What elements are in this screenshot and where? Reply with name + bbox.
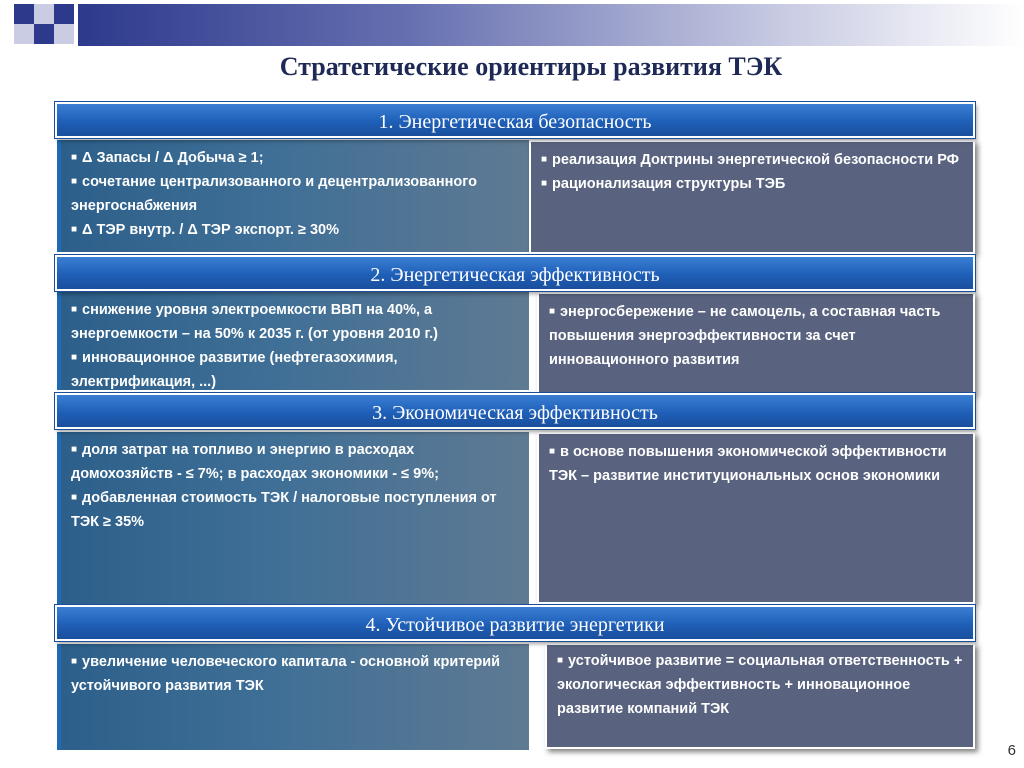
section-2-left-box: [57, 292, 529, 390]
slide-title: Стратегические ориентиры развития ТЭК: [279, 52, 783, 81]
section-header-sustainable-development: 4. Устойчивое развитие энергетики: [55, 605, 975, 641]
section-header-security: 1. Энергетическая безопасность: [55, 102, 975, 138]
page-number: 6: [1007, 742, 1016, 759]
header-gradient-band: [78, 4, 1024, 46]
list-item: ■ Δ ТЭР внутр. / Δ ТЭР экспорт. ≥ 30%: [71, 222, 339, 238]
section-header-economic-efficiency: 3. Экономическая эффективность: [55, 393, 975, 429]
list-item: ■ сочетание централизованного и децентрализованного энергоснабжения: [71, 174, 477, 214]
section-1-left-box: [57, 140, 529, 252]
section-4-left-box: [57, 644, 529, 750]
list-item: ■ увеличение человеческого капитала - основной критерий устойчивого развития ТЭК: [71, 654, 501, 694]
list-item: ■ Δ Запасы / Δ Добыча ≥ 1;: [71, 150, 264, 166]
list-item: ■ в основе повышения экономической эффективности ТЭК – развитие институциональных основ экономики: [549, 444, 947, 484]
section-4-right-box: [545, 643, 975, 749]
list-item: ■ снижение уровня электроемкости ВВП на 40%, а энергоемкости – на 50% к 2035 г. (от уровня 2010 г.): [71, 302, 438, 342]
section-1-right-box: [529, 140, 975, 254]
list-item: ■ энергосбережение – не самоцель, а составная часть повышения энергоэффективности за счет инновационного развития: [549, 304, 941, 368]
decor-square: [34, 4, 54, 24]
decor-square: [54, 24, 74, 44]
section-2-right-box: [537, 292, 975, 394]
section-3-left-box: [57, 432, 529, 604]
list-item: ■ реализация Доктрины энергетической безопасности РФ: [541, 152, 960, 168]
decor-square: [14, 4, 34, 24]
decor-square: [54, 4, 74, 24]
decor-square: [34, 24, 54, 44]
list-item: ■ рационализация структуры ТЭБ: [541, 176, 786, 192]
list-item: ■ доля затрат на топливо и энергию в расходах домохозяйств - ≤ 7%; в расходах экономики - ≤ 9%;: [71, 442, 439, 482]
list-item: ■ инновационное развитие (нефтегазохимия, электрификация, ...): [71, 350, 398, 390]
list-item: ■ устойчивое развитие = социальная ответственность + экологическая эффективность + инновационное развитие компаний ТЭК: [557, 653, 963, 717]
list-item: ■ добавленная стоимость ТЭК / налоговые поступления от ТЭК ≥ 35%: [71, 490, 497, 530]
section-3-right-box: [537, 432, 975, 604]
decor-square: [14, 24, 34, 44]
section-header-energy-efficiency: 2. Энергетическая эффективность: [55, 255, 975, 291]
